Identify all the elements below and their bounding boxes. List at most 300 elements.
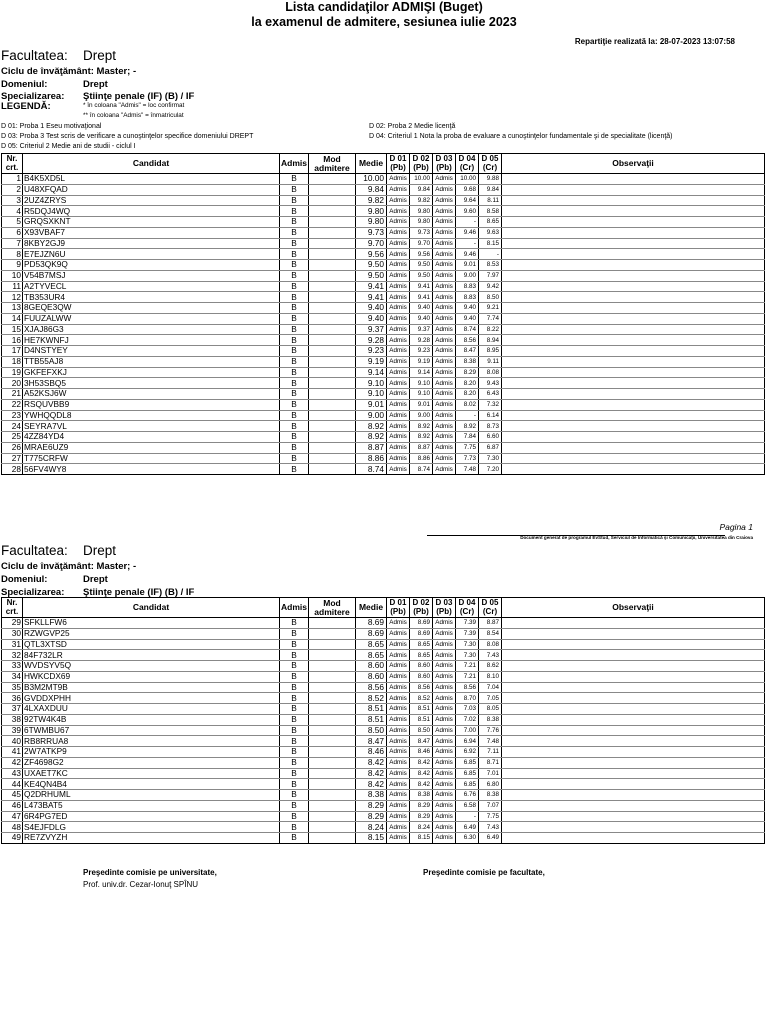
table-row [2, 367, 765, 378]
table-row [2, 270, 765, 281]
row-nr: 10 [2, 270, 23, 281]
row-d05: 6.80 [479, 779, 502, 790]
row-d04: 6.58 [456, 800, 479, 811]
row-medie: 8.69 [356, 628, 387, 639]
row-nr: 13 [2, 303, 23, 314]
row-observatii [502, 704, 765, 715]
row-medie: 9.14 [356, 367, 387, 378]
row-mod-admitere [309, 227, 356, 238]
table-row [2, 714, 765, 725]
row-nr: 37 [2, 704, 23, 715]
row-medie: 8.42 [356, 779, 387, 790]
row-mod-admitere [309, 421, 356, 432]
row-mod-admitere [309, 811, 356, 822]
row-medie: 9.28 [356, 335, 387, 346]
row-nr: 2 [2, 184, 23, 195]
table-header-row [2, 154, 765, 174]
table-row [2, 313, 765, 324]
row-medie: 9.40 [356, 313, 387, 324]
row-admis: B [280, 260, 309, 271]
row-candidat: S4EJFDLG [23, 822, 280, 833]
row-observatii [502, 682, 765, 693]
row-candidat: GKFEFXKJ [23, 367, 280, 378]
row-nr: 48 [2, 822, 23, 833]
row-candidat: 6TWMBU67 [23, 725, 280, 736]
row-observatii [502, 421, 765, 432]
row-medie: 8.29 [356, 800, 387, 811]
row-d01: Admis [387, 650, 410, 661]
row-nr: 46 [2, 800, 23, 811]
row-medie: 9.23 [356, 346, 387, 357]
row-medie: 8.74 [356, 464, 387, 475]
table-row [2, 399, 765, 410]
row-observatii [502, 661, 765, 672]
row-d01: Admis [387, 195, 410, 206]
row-mod-admitere [309, 356, 356, 367]
signature-university-name: Prof. univ.dr. Cezar-Ionuţ SPÎNU [83, 880, 199, 889]
row-admis: B [280, 464, 309, 475]
specialization-label-p2: Specializarea: [1, 587, 65, 598]
row-admis: B [280, 174, 309, 185]
row-d01: Admis [387, 292, 410, 303]
row-observatii [502, 618, 765, 629]
col-nr: Nr. crt. [2, 598, 23, 618]
row-d05: 8.38 [479, 714, 502, 725]
row-observatii [502, 757, 765, 768]
row-candidat: X93VBAF7 [23, 227, 280, 238]
row-d01: Admis [387, 442, 410, 453]
table-row [2, 682, 765, 693]
row-nr: 18 [2, 356, 23, 367]
row-d04: 6.30 [456, 833, 479, 844]
row-d01: Admis [387, 800, 410, 811]
row-d02: 9.50 [410, 260, 433, 271]
row-candidat: ZF4698G2 [23, 757, 280, 768]
page-number: Pagina 1 [719, 522, 753, 532]
row-nr: 15 [2, 324, 23, 335]
col-admis: Admis [280, 598, 309, 618]
row-d03: Admis [433, 399, 456, 410]
row-d05: 8.95 [479, 346, 502, 357]
row-d04: 7.02 [456, 714, 479, 725]
row-mod-admitere [309, 281, 356, 292]
row-nr: 3 [2, 195, 23, 206]
specialization-value-p2: Ştiinţe penale (IF) (B) / IF [83, 587, 195, 598]
table-row [2, 628, 765, 639]
row-admis: B [280, 650, 309, 661]
row-medie: 8.29 [356, 811, 387, 822]
row-d02: 9.41 [410, 292, 433, 303]
table-row [2, 432, 765, 443]
col-d05: D 05 (Cr) [479, 598, 502, 618]
row-admis: B [280, 378, 309, 389]
row-admis: B [280, 281, 309, 292]
row-observatii [502, 313, 765, 324]
row-d02: 10.00 [410, 174, 433, 185]
col-mod-admitere: Mod admitere [309, 154, 356, 174]
row-observatii [502, 650, 765, 661]
col-nr: Nr. crt. [2, 154, 23, 174]
row-mod-admitere [309, 174, 356, 185]
row-d03: Admis [433, 281, 456, 292]
table-row [2, 227, 765, 238]
row-d01: Admis [387, 356, 410, 367]
row-medie: 8.52 [356, 693, 387, 704]
row-d03: Admis [433, 747, 456, 758]
row-nr: 31 [2, 639, 23, 650]
row-medie: 9.00 [356, 410, 387, 421]
row-d04: 7.48 [456, 464, 479, 475]
row-d01: Admis [387, 281, 410, 292]
row-d02: 8.74 [410, 464, 433, 475]
row-nr: 38 [2, 714, 23, 725]
domain-value-p2: Drept [83, 574, 108, 585]
row-candidat: GRQSXKNT [23, 217, 280, 228]
row-d02: 8.60 [410, 671, 433, 682]
row-observatii [502, 174, 765, 185]
row-mod-admitere [309, 389, 356, 400]
row-observatii [502, 356, 765, 367]
row-d05: 8.65 [479, 217, 502, 228]
table-row [2, 174, 765, 185]
row-d02: 9.19 [410, 356, 433, 367]
row-admis: B [280, 757, 309, 768]
row-d01: Admis [387, 693, 410, 704]
domain-label-p2: Domeniul: [1, 574, 48, 585]
row-nr: 35 [2, 682, 23, 693]
row-d04: 7.30 [456, 639, 479, 650]
row-nr: 23 [2, 410, 23, 421]
table-row [2, 736, 765, 747]
table-row [2, 249, 765, 260]
row-medie: 9.37 [356, 324, 387, 335]
row-medie: 8.15 [356, 833, 387, 844]
col-d02: D 02 (Pb) [410, 154, 433, 174]
row-admis: B [280, 693, 309, 704]
signature-university-title: Preşedinte comisie pe universitate, [83, 868, 217, 877]
row-observatii [502, 768, 765, 779]
row-d04: 7.00 [456, 725, 479, 736]
row-d02: 9.41 [410, 281, 433, 292]
row-d04: 9.64 [456, 195, 479, 206]
row-medie: 8.92 [356, 421, 387, 432]
row-admis: B [280, 335, 309, 346]
col-medie: Medie [356, 598, 387, 618]
col-candidat: Candidat [23, 598, 280, 618]
row-observatii [502, 779, 765, 790]
row-observatii [502, 367, 765, 378]
row-d01: Admis [387, 335, 410, 346]
row-admis: B [280, 227, 309, 238]
row-d02: 9.37 [410, 324, 433, 335]
row-nr: 33 [2, 661, 23, 672]
row-admis: B [280, 779, 309, 790]
row-candidat: RB8RRUA8 [23, 736, 280, 747]
table-row [2, 206, 765, 217]
row-d02: 9.40 [410, 303, 433, 314]
row-d01: Admis [387, 704, 410, 715]
row-nr: 6 [2, 227, 23, 238]
row-candidat: 92TW4K4B [23, 714, 280, 725]
row-d02: 8.47 [410, 736, 433, 747]
row-observatii [502, 378, 765, 389]
row-medie: 8.86 [356, 453, 387, 464]
row-d02: 8.46 [410, 747, 433, 758]
row-d04: 8.20 [456, 378, 479, 389]
row-admis: B [280, 432, 309, 443]
table-row [2, 184, 765, 195]
row-d01: Admis [387, 206, 410, 217]
table-row [2, 421, 765, 432]
row-candidat: RE7ZVYZH [23, 833, 280, 844]
row-d04: 6.85 [456, 779, 479, 790]
row-mod-admitere [309, 346, 356, 357]
row-d03: Admis [433, 671, 456, 682]
row-medie: 9.73 [356, 227, 387, 238]
row-candidat: A2TYVECL [23, 281, 280, 292]
table-row [2, 195, 765, 206]
row-medie: 9.41 [356, 292, 387, 303]
row-candidat: T775CRFW [23, 453, 280, 464]
row-observatii [502, 833, 765, 844]
row-d01: Admis [387, 822, 410, 833]
signature-faculty-title: Preşedinte comisie pe facultate, [423, 868, 545, 877]
row-admis: B [280, 800, 309, 811]
row-nr: 8 [2, 249, 23, 260]
table-row [2, 346, 765, 357]
row-d05: 7.74 [479, 313, 502, 324]
row-d04: 6.94 [456, 736, 479, 747]
row-candidat: 4LXAXDUU [23, 704, 280, 715]
row-admis: B [280, 238, 309, 249]
row-d04: 8.20 [456, 389, 479, 400]
row-candidat: 2UZ4ZRYS [23, 195, 280, 206]
row-d04: 8.70 [456, 693, 479, 704]
row-admis: B [280, 195, 309, 206]
row-observatii [502, 811, 765, 822]
study-cycle-p2: Ciclu de învăţământ: Master; - [1, 561, 137, 572]
row-d03: Admis [433, 757, 456, 768]
row-d04: 7.39 [456, 628, 479, 639]
row-d01: Admis [387, 324, 410, 335]
table-header-row [2, 598, 765, 618]
row-admis: B [280, 714, 309, 725]
row-candidat: A52KSJ6W [23, 389, 280, 400]
row-admis: B [280, 303, 309, 314]
row-d02: 9.56 [410, 249, 433, 260]
row-d05: 8.58 [479, 206, 502, 217]
row-d03: Admis [433, 335, 456, 346]
row-d05: 9.88 [479, 174, 502, 185]
row-observatii [502, 195, 765, 206]
generation-timestamp: Repartiţie realizată la: 28-07-2023 13:07:58 [574, 37, 735, 46]
col-d04: D 04 (Cr) [456, 598, 479, 618]
table-row [2, 238, 765, 249]
table-row [2, 217, 765, 228]
row-candidat: 8KBY2GJ9 [23, 238, 280, 249]
row-nr: 1 [2, 174, 23, 185]
row-d03: Admis [433, 184, 456, 195]
row-d05: 9.21 [479, 303, 502, 314]
row-observatii [502, 335, 765, 346]
row-d03: Admis [433, 238, 456, 249]
row-mod-admitere [309, 410, 356, 421]
study-cycle: Ciclu de învăţământ: Master; - [1, 66, 137, 77]
row-candidat: KE4QN4B4 [23, 779, 280, 790]
row-d01: Admis [387, 833, 410, 844]
row-d03: Admis [433, 618, 456, 629]
row-candidat: GVDDXPHH [23, 693, 280, 704]
row-d04: 7.30 [456, 650, 479, 661]
col-observatii: Observaţii [502, 598, 765, 618]
row-d05: 8.54 [479, 628, 502, 639]
row-d01: Admis [387, 736, 410, 747]
row-candidat: D4NSTYEY [23, 346, 280, 357]
row-d05: 8.71 [479, 757, 502, 768]
row-d03: Admis [433, 303, 456, 314]
row-mod-admitere [309, 453, 356, 464]
row-d01: Admis [387, 779, 410, 790]
row-d02: 8.92 [410, 421, 433, 432]
row-candidat: 56FV4WY8 [23, 464, 280, 475]
row-medie: 8.51 [356, 704, 387, 715]
col-mod-admitere: Mod admitere [309, 598, 356, 618]
specialization-label: Specializarea: [1, 91, 65, 102]
row-d02: 9.01 [410, 399, 433, 410]
row-observatii [502, 281, 765, 292]
row-admis: B [280, 389, 309, 400]
row-candidat: V54B7MSJ [23, 270, 280, 281]
row-admis: B [280, 217, 309, 228]
row-d01: Admis [387, 346, 410, 357]
row-d05: 9.63 [479, 227, 502, 238]
row-candidat: UXAET7KC [23, 768, 280, 779]
row-mod-admitere [309, 206, 356, 217]
row-mod-admitere [309, 260, 356, 271]
row-observatii [502, 736, 765, 747]
row-d05: 6.14 [479, 410, 502, 421]
row-d03: Admis [433, 779, 456, 790]
row-d05: 7.75 [479, 811, 502, 822]
row-d01: Admis [387, 313, 410, 324]
row-medie: 9.50 [356, 270, 387, 281]
row-candidat: HE7KWNFJ [23, 335, 280, 346]
row-admis: B [280, 639, 309, 650]
row-admis: B [280, 704, 309, 715]
row-d01: Admis [387, 747, 410, 758]
row-d03: Admis [433, 714, 456, 725]
row-mod-admitere [309, 313, 356, 324]
row-d02: 8.51 [410, 704, 433, 715]
row-d02: 8.52 [410, 693, 433, 704]
row-candidat: RZWGVP25 [23, 628, 280, 639]
row-d02: 9.10 [410, 378, 433, 389]
row-observatii [502, 399, 765, 410]
row-nr: 4 [2, 206, 23, 217]
row-d05: 7.20 [479, 464, 502, 475]
row-mod-admitere [309, 270, 356, 281]
row-candidat: 84F732LR [23, 650, 280, 661]
row-mod-admitere [309, 693, 356, 704]
row-observatii [502, 292, 765, 303]
row-mod-admitere [309, 184, 356, 195]
criterion-d03: D 03: Proba 3 Test scris de verificare a cunoştinţelor specifice domeniului DREPT [1, 133, 254, 140]
row-d03: Admis [433, 800, 456, 811]
row-d05: 6.87 [479, 442, 502, 453]
row-candidat: Q2DRHUML [23, 790, 280, 801]
row-candidat: B3M2MT9B [23, 682, 280, 693]
row-d01: Admis [387, 249, 410, 260]
col-d03: D 03 (Pb) [433, 154, 456, 174]
row-candidat: MRAE6UZ9 [23, 442, 280, 453]
row-d02: 8.42 [410, 779, 433, 790]
row-d05: 9.43 [479, 378, 502, 389]
row-d01: Admis [387, 432, 410, 443]
row-observatii [502, 227, 765, 238]
row-d01: Admis [387, 421, 410, 432]
row-admis: B [280, 367, 309, 378]
col-d02: D 02 (Pb) [410, 598, 433, 618]
row-nr: 24 [2, 421, 23, 432]
row-nr: 39 [2, 725, 23, 736]
col-d01: D 01 (Pb) [387, 598, 410, 618]
row-d04: 6.49 [456, 822, 479, 833]
row-observatii [502, 464, 765, 475]
row-admis: B [280, 270, 309, 281]
candidates-table-page-1 [1, 153, 765, 475]
row-mod-admitere [309, 790, 356, 801]
row-mod-admitere [309, 442, 356, 453]
row-admis: B [280, 410, 309, 421]
row-observatii [502, 800, 765, 811]
row-d04: - [456, 217, 479, 228]
row-d04: 8.38 [456, 356, 479, 367]
table-row [2, 747, 765, 758]
row-d02: 8.42 [410, 768, 433, 779]
legend-enrolled: ** în coloana "Admis" = înmatriculat [83, 112, 184, 119]
row-d02: 8.65 [410, 639, 433, 650]
table-row [2, 757, 765, 768]
row-mod-admitere [309, 682, 356, 693]
criterion-d05: D 05: Criteriul 2 Medie ani de studii - ciclul I [1, 143, 136, 150]
row-nr: 28 [2, 464, 23, 475]
table-row [2, 822, 765, 833]
row-medie: 8.24 [356, 822, 387, 833]
row-d05: 6.49 [479, 833, 502, 844]
row-d05: 7.48 [479, 736, 502, 747]
table-row [2, 779, 765, 790]
row-d05: 8.22 [479, 324, 502, 335]
row-mod-admitere [309, 779, 356, 790]
row-observatii [502, 714, 765, 725]
row-d01: Admis [387, 270, 410, 281]
row-d05: 9.11 [479, 356, 502, 367]
row-d01: Admis [387, 453, 410, 464]
row-d02: 8.50 [410, 725, 433, 736]
row-d02: 8.86 [410, 453, 433, 464]
row-nr: 29 [2, 618, 23, 629]
row-medie: 8.46 [356, 747, 387, 758]
row-mod-admitere [309, 714, 356, 725]
row-d03: Admis [433, 639, 456, 650]
row-candidat: FUUZALWW [23, 313, 280, 324]
row-d03: Admis [433, 790, 456, 801]
row-d01: Admis [387, 639, 410, 650]
row-nr: 5 [2, 217, 23, 228]
row-d04: - [456, 811, 479, 822]
row-candidat: QTL3XTSD [23, 639, 280, 650]
domain-label: Domeniul: [1, 79, 48, 90]
